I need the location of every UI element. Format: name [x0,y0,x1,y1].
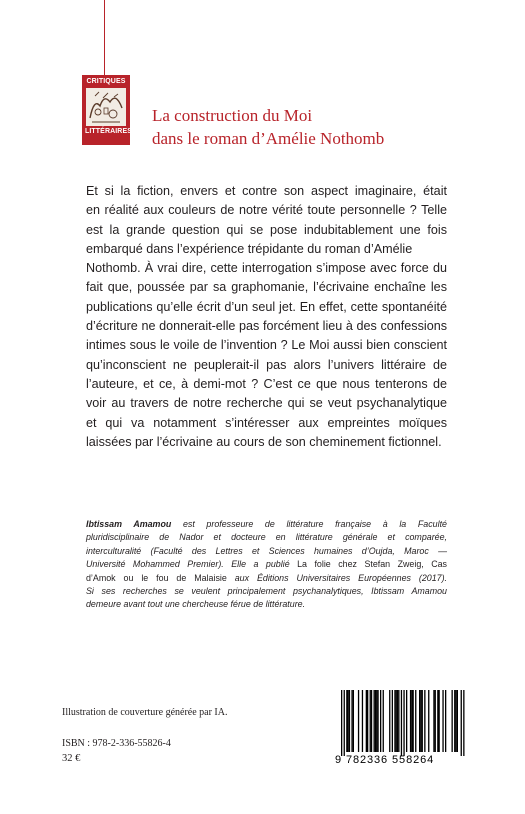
barcode-bar [401,690,402,756]
barcode-bar [371,690,372,752]
barcode-bar [413,690,414,752]
barcode-bar [367,690,368,752]
bio-line [86,585,447,598]
summary-line: en réalité aux couleurs de notre vérité toute personnelle ? Telle [86,203,447,218]
author-name: Ibtissam Amamou [86,519,172,529]
author-bio [86,518,447,612]
summary-line: Nothomb. À vrai dire, cette interrogation s’impose avec force du [86,261,447,276]
summary-line: intimes sous le voile de l’invention ? Le Moi aussi bien conscient [86,338,447,353]
barcode-bar [403,690,404,756]
barcode-bar [366,690,367,752]
barcode-bar [358,690,359,752]
barcode-bar [428,690,429,752]
bio-text: Université Mohammed Premier). Elle a publié [86,559,290,570]
barcode-bar [457,690,458,752]
summary-line: et qui va notamment s’intéresser aux empreintes moïques [86,415,447,430]
barcode-bar [410,690,411,752]
barcode-bar [442,690,443,752]
bio-line [86,531,447,544]
barcode-bar [437,690,438,752]
logo-line-litteraires: LITTÉRAIRES [85,128,132,135]
barcode-bar [346,690,347,752]
collection-logo [82,75,130,145]
bio-line [86,572,447,585]
barcode-bar [389,690,390,752]
summary-line: publications qu’elle écrit d’un seul jet. En effet, cette spontanéité [86,299,447,314]
bio-text: est professeure de littérature française à la Faculté [171,519,447,529]
summary-line: l’auteure, et ce, à demi-mot ? C’est ce que nous tenterons de [86,376,447,391]
barcode-bar [422,690,423,752]
bio-line [86,545,447,558]
bio-book-title: La folie chez Stefan Zweig, Cas [289,559,447,570]
logo-line-critiques: CRITIQUES [86,78,126,85]
barcode-bar [341,690,342,756]
barcode-bar [455,690,456,752]
logo-illustration [86,88,126,126]
barcode-bar [383,690,384,752]
barcode-bar [398,690,399,752]
summary-line: Et si la fiction, envers et contre son aspect imaginaire, était [86,184,447,198]
summary-line: est la grande question qui se pose indubitablement une fois [86,222,447,237]
barcode-bar [435,690,436,752]
barcode-bar [380,690,381,752]
barcode-bar [392,690,393,752]
barcode-bars [335,690,465,756]
barcode-bar [406,690,407,752]
barcode-bar [411,690,412,752]
barcode-bar [452,690,453,752]
bio-text: aux Éditions Universitaires Européennes (2017). [226,572,448,583]
barcode-bar [397,690,398,752]
summary-line: embarqué dans l’expérience trépidante du roman d’Amélie [86,241,413,256]
bio-text: interculturalité (Faculté des Lettres et Sciences humaines d’Oujda, Maroc — [86,545,447,556]
barcode-bar [344,690,345,756]
barcode-digits: 9 782336 558264 [335,754,435,766]
bio-book-title: d’Amok ou le fou de Malaisie [86,572,227,583]
title-line-1: La construction du Moi [152,106,313,125]
summary-line: fait que, poussée par sa graphomanie, l’écrivaine enchaîne les [86,280,447,295]
summary-line: d’écriture ne donnerait-elle pas forcément lieu à des confessions [86,319,447,334]
cover-credit: Illustration de couverture générée par IA. [62,707,228,718]
barcode-bar [349,690,350,752]
bio-line [86,598,447,611]
barcode-bar [394,690,395,752]
barcode-bar [376,690,377,752]
barcode-bar [377,690,378,752]
price-text: 32 € [62,753,81,764]
barcode-bar [424,690,425,752]
barcode-bar [370,690,371,752]
summary-line: laissées par l’écrivaine au cours de son cheminement fictionnel. [86,434,442,449]
barcode-bar [415,690,416,752]
title-line-2: dans le roman d’Amélie Nothomb [152,129,385,148]
barcode-bar [396,690,397,752]
summary-text [86,182,447,452]
barcode-bar [445,690,446,752]
barcode-bar [463,690,464,756]
barcode [335,690,465,770]
isbn-text: ISBN : 978-2-336-55826-4 [62,738,171,749]
barcode-bar [419,690,420,752]
barcode-bar [454,690,455,752]
barcode-bar [374,690,375,752]
barcode-bar [439,690,440,752]
bio-text: pluridisciplinaire de Nador et docteure en littérature générale et comparée, [86,532,447,543]
barcode-bar [348,690,349,752]
barcode-bar [420,690,421,752]
barcode-bar [433,690,434,752]
barcode-bar [362,690,363,752]
barcode-bar [375,690,376,752]
bio-line [86,558,447,571]
bio-line [86,518,447,531]
barcode-bar [353,690,354,752]
bio-text: demeure avant tout une chercheuse férue de littérature. [86,599,306,610]
barcode-bar [461,690,462,756]
barcode-bar [351,690,352,752]
summary-line: qu’inconscient ne peuplerait-il pas alors l’univers littéraire de [86,357,447,372]
summary-line: voir au travers de notre recherche qui se veut psychanalytique [86,396,447,411]
book-title [152,104,482,150]
bio-text: Si ses recherches se veulent principalement psychanalytiques, Ibtissam Amamou [86,586,447,597]
